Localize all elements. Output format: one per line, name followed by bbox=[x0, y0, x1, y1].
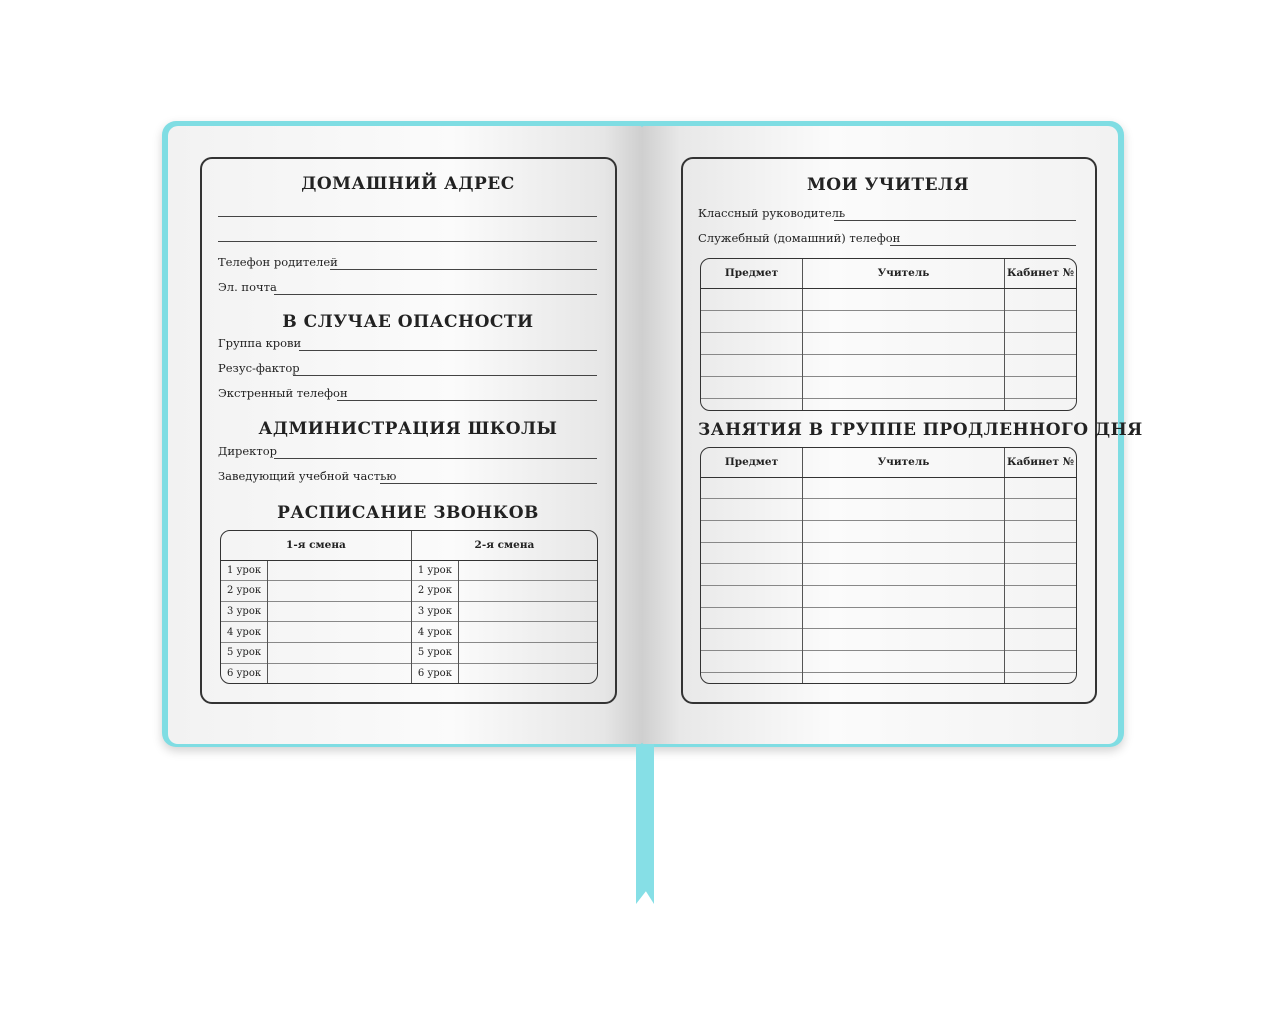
cell[interactable] bbox=[1005, 355, 1077, 377]
shift1-header: 1-я смена bbox=[221, 531, 411, 560]
lesson-label: 6 урок bbox=[411, 663, 458, 683]
cell[interactable] bbox=[701, 607, 803, 629]
email-row bbox=[218, 275, 597, 297]
col-teacher: Учитель bbox=[803, 448, 1005, 477]
cell[interactable] bbox=[701, 542, 803, 564]
cell[interactable] bbox=[1005, 585, 1077, 607]
cell[interactable] bbox=[803, 332, 1005, 354]
cell[interactable] bbox=[701, 564, 803, 586]
cell[interactable] bbox=[701, 310, 803, 332]
work-phone-field[interactable] bbox=[890, 245, 1076, 246]
rhesus-row bbox=[218, 356, 597, 378]
cell[interactable] bbox=[803, 288, 1005, 310]
extended-day-table bbox=[700, 447, 1077, 684]
cell[interactable] bbox=[803, 607, 1005, 629]
cell[interactable] bbox=[803, 477, 1005, 499]
time-cell[interactable] bbox=[458, 663, 597, 683]
cell[interactable] bbox=[1005, 477, 1077, 499]
home-address-heading: ДОМАШНИЙ АДРЕС bbox=[301, 174, 515, 194]
emergency-phone-field[interactable] bbox=[337, 400, 597, 401]
class-teacher-field[interactable] bbox=[834, 220, 1076, 221]
cell[interactable] bbox=[701, 585, 803, 607]
parents-phone-label: Телефон родителей bbox=[218, 255, 338, 269]
cell[interactable] bbox=[701, 355, 803, 377]
head-teacher-row bbox=[218, 464, 597, 486]
time-cell[interactable] bbox=[268, 663, 412, 683]
cell[interactable] bbox=[803, 499, 1005, 521]
cell[interactable] bbox=[1005, 542, 1077, 564]
head-teacher-field[interactable] bbox=[380, 483, 597, 484]
cell[interactable] bbox=[1005, 499, 1077, 521]
lesson-label: 3 урок bbox=[411, 601, 458, 622]
cell[interactable] bbox=[1005, 564, 1077, 586]
danger-heading: В СЛУЧАЕ ОПАСНОСТИ bbox=[282, 312, 534, 332]
time-cell[interactable] bbox=[458, 622, 597, 643]
address-line-2[interactable] bbox=[218, 241, 597, 242]
rhesus-field[interactable] bbox=[293, 375, 597, 376]
email-label: Эл. почта bbox=[218, 280, 277, 294]
cell[interactable] bbox=[1005, 288, 1077, 310]
col-subject: Предмет bbox=[701, 448, 803, 477]
cell[interactable] bbox=[803, 520, 1005, 542]
cell[interactable] bbox=[1005, 607, 1077, 629]
cell[interactable] bbox=[1005, 672, 1077, 683]
parents-phone-row bbox=[218, 250, 597, 272]
cell[interactable] bbox=[803, 399, 1005, 410]
time-cell[interactable] bbox=[458, 581, 597, 602]
lesson-label: 2 урок bbox=[411, 581, 458, 602]
time-cell[interactable] bbox=[268, 643, 412, 664]
emergency-phone-label: Экстренный телефон bbox=[218, 386, 348, 400]
director-field[interactable] bbox=[274, 458, 597, 459]
work-phone-label: Служебный (домашний) телефон bbox=[698, 231, 901, 245]
bells-heading: РАСПИСАНИЕ ЗВОНКОВ bbox=[277, 503, 539, 523]
time-cell[interactable] bbox=[458, 601, 597, 622]
time-cell[interactable] bbox=[268, 622, 412, 643]
time-cell[interactable] bbox=[268, 601, 412, 622]
col-teacher: Учитель bbox=[803, 259, 1005, 288]
cell[interactable] bbox=[1005, 377, 1077, 399]
emergency-phone-row bbox=[218, 381, 597, 403]
cell[interactable] bbox=[803, 672, 1005, 683]
class-teacher-row bbox=[698, 201, 1076, 223]
teachers-table bbox=[700, 258, 1077, 411]
extended-day-heading: ЗАНЯТИЯ В ГРУППЕ ПРОДЛЕННОГО ДНЯ bbox=[698, 420, 1143, 440]
cell[interactable] bbox=[803, 564, 1005, 586]
lesson-label: 5 урок bbox=[221, 643, 268, 664]
director-row bbox=[218, 439, 597, 461]
shift2-header: 2-я смена bbox=[411, 531, 597, 560]
blood-group-row bbox=[218, 331, 597, 353]
lesson-label: 5 урок bbox=[411, 643, 458, 664]
cell[interactable] bbox=[1005, 520, 1077, 542]
lesson-label: 2 урок bbox=[221, 581, 268, 602]
rhesus-label: Резус-фактор bbox=[218, 361, 300, 375]
bell-schedule-table bbox=[220, 530, 598, 684]
col-subject: Предмет bbox=[701, 259, 803, 288]
lesson-label: 1 урок bbox=[227, 564, 262, 576]
work-phone-row bbox=[698, 226, 1076, 248]
cell[interactable] bbox=[701, 499, 803, 521]
cell[interactable] bbox=[803, 355, 1005, 377]
cell[interactable] bbox=[701, 377, 803, 399]
col-room: Кабинет № bbox=[1005, 259, 1077, 288]
parents-phone-field[interactable] bbox=[330, 269, 597, 270]
cell[interactable] bbox=[1005, 629, 1077, 651]
time-cell[interactable] bbox=[458, 643, 597, 664]
cell[interactable] bbox=[803, 542, 1005, 564]
cell[interactable] bbox=[701, 399, 803, 410]
lesson-label: 4 урок bbox=[411, 622, 458, 643]
teachers-heading: МОИ УЧИТЕЛЯ bbox=[806, 175, 970, 195]
blood-group-field[interactable] bbox=[299, 350, 597, 351]
bookmark-ribbon bbox=[636, 744, 654, 904]
cell[interactable] bbox=[701, 288, 803, 310]
lesson-label: 6 урок bbox=[221, 663, 268, 683]
director-label: Директор bbox=[218, 444, 278, 458]
cell[interactable] bbox=[701, 332, 803, 354]
cell[interactable] bbox=[1005, 650, 1077, 672]
class-teacher-label: Классный руководитель bbox=[698, 206, 846, 220]
cell[interactable] bbox=[701, 629, 803, 651]
email-field[interactable] bbox=[274, 294, 597, 295]
time-cell[interactable] bbox=[458, 560, 597, 581]
blood-group-label: Группа крови bbox=[218, 336, 302, 350]
lesson-label: 1 урок bbox=[411, 560, 458, 581]
address-line-1[interactable] bbox=[218, 216, 597, 217]
lesson-label: 3 урок bbox=[221, 601, 268, 622]
cell[interactable] bbox=[1005, 332, 1077, 354]
cell[interactable] bbox=[803, 585, 1005, 607]
cell[interactable] bbox=[1005, 399, 1077, 410]
cell[interactable] bbox=[701, 520, 803, 542]
cell[interactable] bbox=[701, 650, 803, 672]
cell[interactable] bbox=[803, 310, 1005, 332]
cell[interactable] bbox=[803, 650, 1005, 672]
cell[interactable] bbox=[803, 629, 1005, 651]
lesson-label: 4 урок bbox=[221, 622, 268, 643]
cell[interactable] bbox=[701, 672, 803, 683]
time-cell[interactable] bbox=[268, 560, 412, 581]
head-teacher-label: Заведующий учебной частью bbox=[218, 469, 397, 483]
cell[interactable] bbox=[803, 377, 1005, 399]
time-cell[interactable] bbox=[268, 581, 412, 602]
cell[interactable] bbox=[701, 477, 803, 499]
cell[interactable] bbox=[1005, 310, 1077, 332]
admin-heading: АДМИНИСТРАЦИЯ ШКОЛЫ bbox=[258, 419, 558, 439]
col-room: Кабинет № bbox=[1005, 448, 1077, 477]
